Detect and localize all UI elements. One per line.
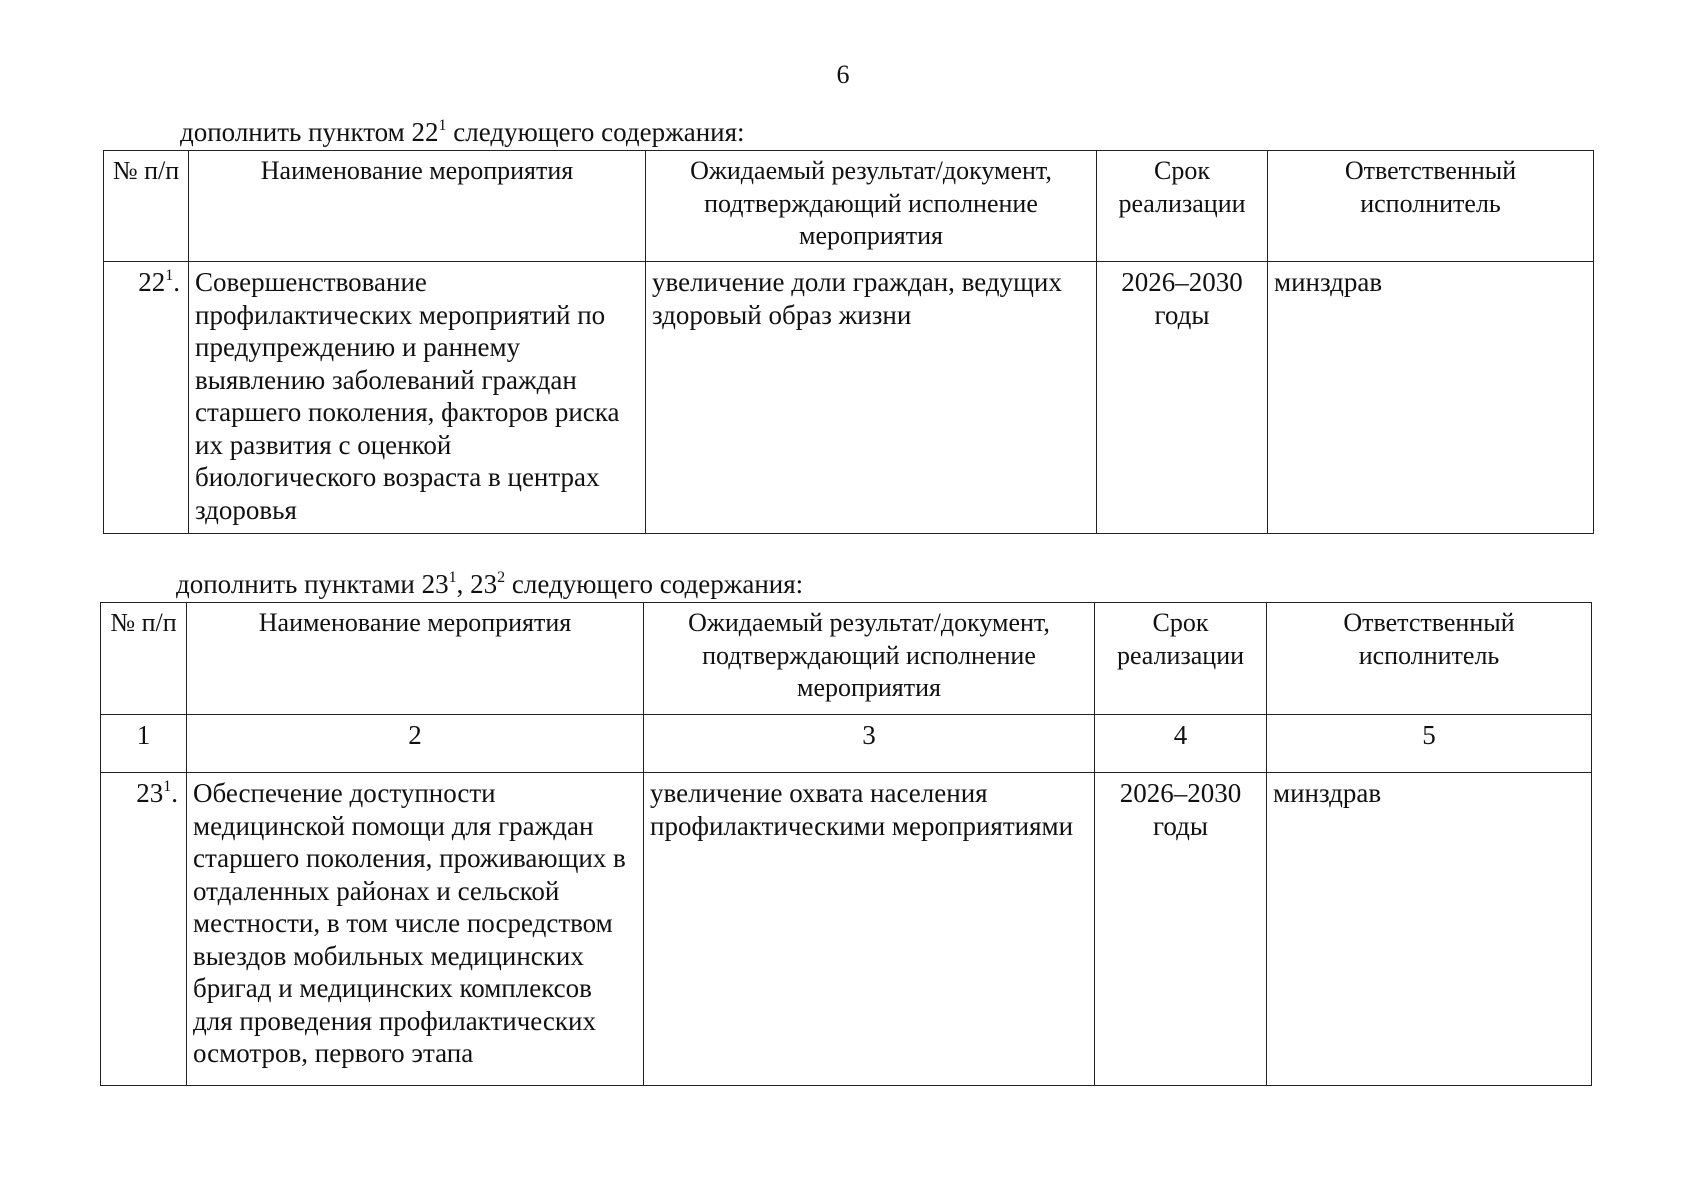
section2-table <box>100 602 1592 1086</box>
header-term: Срок реализации <box>1097 151 1268 262</box>
column-number-3: 3 <box>644 715 1095 773</box>
row-activity-name: Совершенствование профилактических мероприятий по предупреждению и раннему выявлению заболеваний граждан старшего поколения, факторов риска их развития с оценкой биологического возраста в центрах здоровья <box>189 262 646 534</box>
section2-intro-tail: следующего содержания: <box>505 569 804 599</box>
row-number-superscript: 1 <box>165 267 174 284</box>
row-term: 2026–2030 годы <box>1095 773 1267 1086</box>
header-expected-result: Ожидаемый результат/документ, подтверждающий исполнение мероприятия <box>644 603 1095 715</box>
row-executor: минздрав <box>1267 773 1592 1086</box>
section2-intro-superscript-2: 2 <box>497 569 506 586</box>
section2-header-row <box>101 603 1592 715</box>
section1-intro-text: дополнить пунктом 22 <box>180 117 439 147</box>
section2-intro-superscript-1: 1 <box>448 569 457 586</box>
header-number: № п/п <box>104 151 189 262</box>
row-activity-name: Обеспечение доступности медицинской помощи для граждан старшего поколения, проживающих в отдаленных районах и сельской местности, в том числе посредством выездов мобильных медицинских бригад и медицинских комплексов для проведения профилактических осмотров, первого этапа <box>187 773 644 1086</box>
section1-intro-superscript: 1 <box>438 117 447 134</box>
row-number-value: 23 <box>136 778 164 808</box>
header-number: № п/п <box>101 603 187 715</box>
row-term: 2026–2030 годы <box>1097 262 1268 534</box>
column-number-2: 2 <box>187 715 644 773</box>
header-activity-name: Наименование мероприятия <box>187 603 644 715</box>
row-expected-result: увеличение охвата населения профилактическими мероприятиями <box>644 773 1095 1086</box>
section1-row <box>104 262 1594 534</box>
header-activity-name: Наименование мероприятия <box>189 151 646 262</box>
header-term: Срок реализации <box>1095 603 1267 715</box>
row-executor: минздрав <box>1268 262 1594 534</box>
header-executor: Ответственный исполнитель <box>1267 603 1592 715</box>
column-number-5: 5 <box>1267 715 1592 773</box>
section1-table <box>103 150 1594 534</box>
section1-header-row <box>104 151 1594 262</box>
row-number-value: 22 <box>138 267 166 297</box>
row-number-dot: . <box>173 267 180 297</box>
column-number-1: 1 <box>101 715 187 773</box>
header-executor: Ответственный исполнитель <box>1268 151 1594 262</box>
row-expected-result: увеличение доли граждан, ведущих здоровый образ жизни <box>646 262 1097 534</box>
section2-intro-text: дополнить пунктами 23 <box>176 569 449 599</box>
column-number-4: 4 <box>1095 715 1267 773</box>
row-number-dot: . <box>171 778 178 808</box>
header-expected-result: Ожидаемый результат/документ, подтверждающий исполнение мероприятия <box>646 151 1097 262</box>
row-number <box>101 773 187 1086</box>
row-number-superscript: 1 <box>163 778 172 795</box>
section2-row <box>101 773 1592 1086</box>
section2-intro-middle: , 23 <box>456 569 498 599</box>
section2-column-numbers-row <box>101 715 1592 773</box>
section1-intro-tail: следующего содержания: <box>446 117 745 147</box>
section2-intro <box>176 569 803 599</box>
page-number: 6 <box>836 60 850 89</box>
section1-intro <box>180 117 745 147</box>
row-number <box>104 262 189 534</box>
